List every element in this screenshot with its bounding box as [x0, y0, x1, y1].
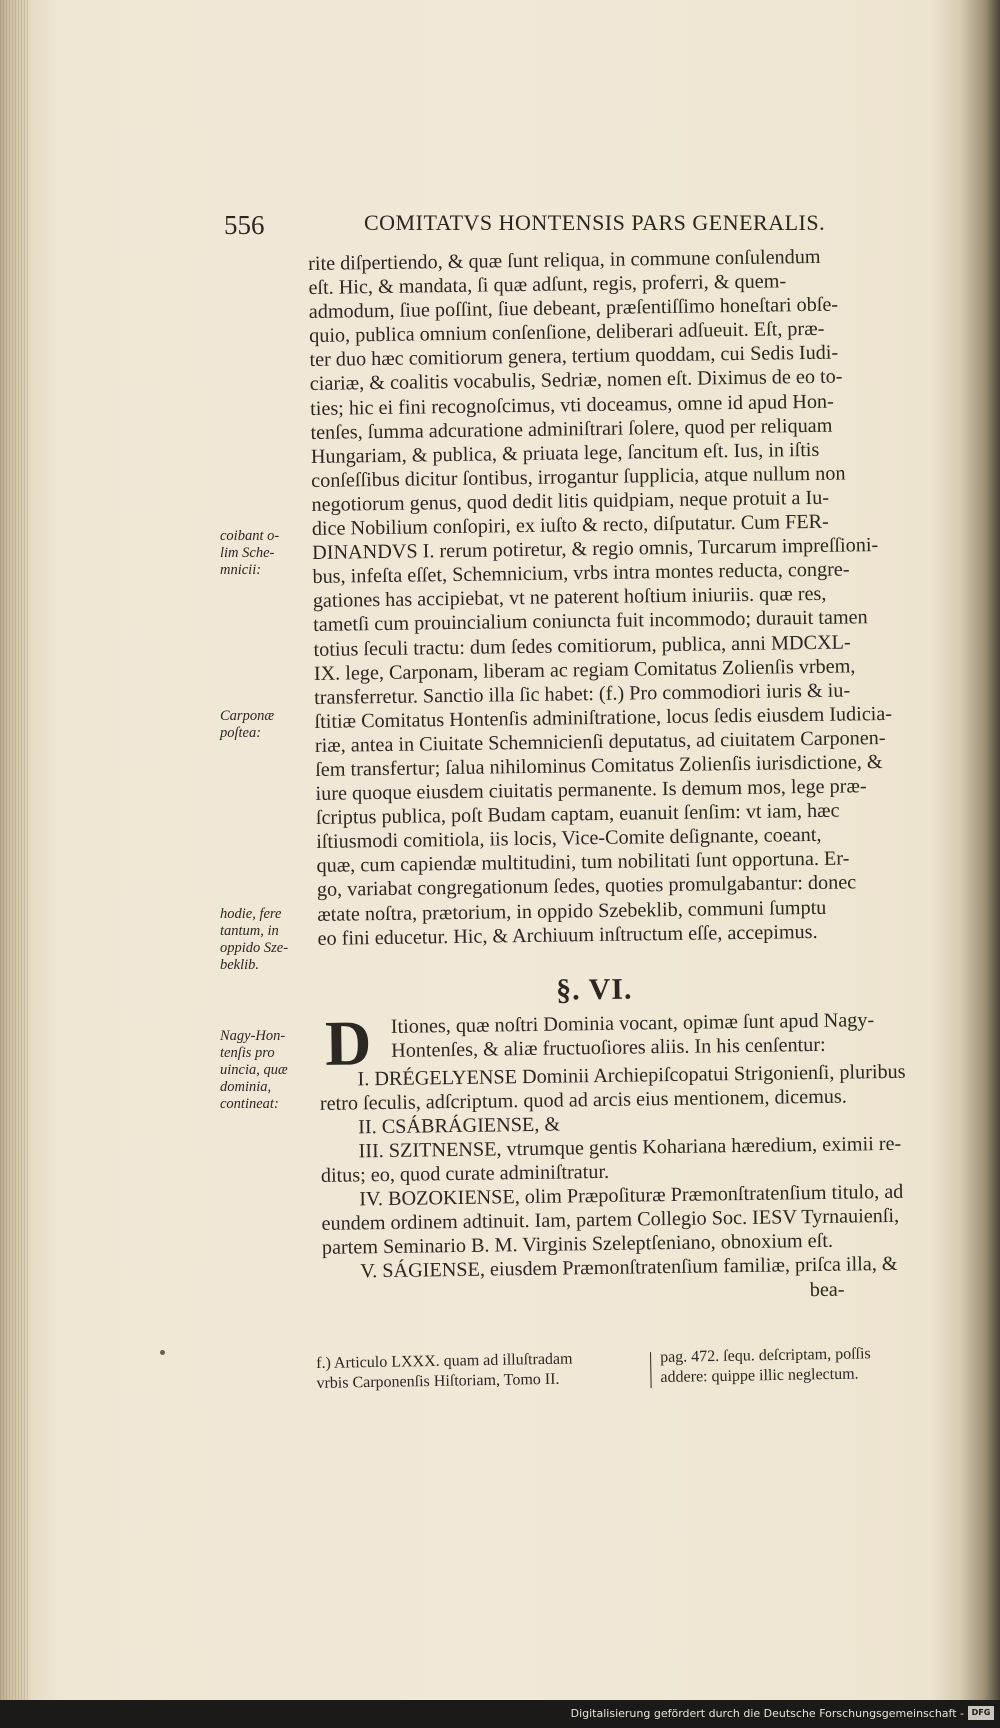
margin-note-schemnicium — [220, 528, 308, 579]
text-line: admodum, ſiue poſſint, ſiue debeant, præſentiſſimo honeſtari obſe- — [308, 293, 839, 324]
text-line: iure quoque eiusdem ciuitatis permanente. Is demum mos, lege præ- — [315, 775, 867, 806]
list-item-continuation: ditus; eo, quod curate adminiſtratur. — [320, 1160, 610, 1188]
margin-note-carpona — [220, 708, 308, 742]
margin-note-line: lim Sche- — [220, 545, 275, 561]
text-line: bus, infeſta eſſet, Schemnicium, vrbs intra montes reducta, congre- — [312, 558, 850, 589]
text-line: eſt. Hic, & mandata, ſi quæ adſunt, regis, proferri, & quem- — [308, 270, 787, 300]
text-line: gationes has accipiebat, vt ne paterent hoſtium iniuriis. quæ res, — [312, 583, 827, 613]
margin-note-line: hodie, fere — [220, 906, 282, 922]
page-number: 556 — [224, 210, 265, 240]
text-line: rite diſpertiendo, & quæ ſunt reliqua, in commune conſulendum — [308, 245, 821, 275]
footnote-line: pag. 472. ſequ. deſcriptam, poſſis — [659, 1345, 871, 1366]
margin-note-line: Carponæ — [220, 708, 274, 724]
margin-note-szebeklib — [220, 906, 308, 974]
margin-note-line: dominia, — [220, 1079, 272, 1095]
text-line: totius ſeculi tractu: dum ſedes comitiorum, publica, anni MDCXL- — [313, 630, 851, 661]
text-line: ter duo hæc comitiorum genera, tertium quoddam, cui Sedis Iudi- — [309, 341, 839, 372]
section-heading: §. VI. — [555, 972, 633, 1007]
text-line: Itiones, quæ noſtri Dominia vocant, opimæ ſunt apud Nagy- — [390, 1008, 875, 1038]
dfg-logo-icon: DFG — [968, 1706, 994, 1720]
footnote-right-column — [660, 1344, 871, 1388]
list-item: III. SZITNENSE, vtrumque gentis Kohariana hæredium, eximii re- — [358, 1132, 902, 1163]
text-line: IX. lege, Carponam, liberam ac regiam Comitatus Zolienſis vrbem, — [313, 654, 856, 685]
text-line: ætate noſtra, prætorium, in oppido Szebeklib, communi ſumptu — [317, 896, 827, 926]
text-line: ſem transfertur; ſalua nihilominus Comitatus Zolienſis iurisdictione, & — [315, 750, 883, 781]
list-item-continuation: retro ſeculis, adſcriptum. quod ad arcis eius mentionem, dicemus. — [319, 1085, 847, 1115]
margin-note-line: tenſis pro — [220, 1045, 275, 1061]
dominia-list — [319, 1059, 934, 1308]
list-item: V. SÁGIENSE, eiusdem Præmonſtratenſium familiæ, priſca illa, & — [360, 1253, 898, 1283]
text-line: Hungariam, & publica, & priuata lege, ſancitum eſt. Ius, in iſtis — [310, 438, 820, 468]
list-item-continuation: eundem ordinem adtinuit. Iam, partem Collegio Soc. IESV Tyrnauienſi, — [321, 1205, 900, 1236]
margin-note-line: mnicii: — [220, 562, 262, 578]
list-item: I. DRÉGELYENSE Dominii Archiepiſcopatui Strigonienſi, pluribus — [357, 1060, 906, 1091]
margin-note-line: coibant o- — [220, 528, 280, 544]
text-line: ciariæ, & coalitis vocabulis, Sedriæ, nomen eſt. Diximus de eo to- — [309, 366, 843, 396]
list-item: IV. BOZOKIENSE, olim Præpoſituræ Præmonſtratenſium titulo, ad — [359, 1180, 904, 1211]
margin-note-line: poſtea: — [220, 725, 262, 741]
text-line: riæ, antea in Ciuitate Schemnicienſi deputatus, ad ciuitatem Carponen- — [314, 726, 886, 757]
funding-credit: Digitalisierung gefördert durch die Deutsche Forschungsgemeinschaft - — [570, 1707, 964, 1720]
text-line: negotiorum genus, quod dedit litis quidpiam, neque protuit a Iu- — [311, 486, 830, 516]
footnote-line: addere: quippe illic neglectum. — [660, 1365, 859, 1386]
ink-dot — [160, 1350, 165, 1355]
text-line: tametſi cum prouincialium coniuncta fuit incommodo; durauit tamen — [313, 606, 868, 637]
text-line: dice Nobilium conſopiri, ex iuſto & recto, diſputatur. Cum FER- — [311, 510, 829, 541]
footnotes — [316, 1343, 927, 1406]
footnote-divider — [650, 1352, 652, 1388]
page-header — [224, 210, 834, 244]
list-item-continuation: partem Seminario B. M. Virginis Szeleptſeniano, obnoxium eſt. — [321, 1230, 834, 1260]
list-item: II. CSÁBRÁGIENSE, & — [358, 1113, 561, 1139]
text-line: eo fini educetur. Hic, & Archiuum inſtructum eſſe, accepimus. — [317, 920, 818, 950]
text-line: quæ, cum capiendæ multitudini, tum nobilitati ſunt opportuna. Er- — [316, 847, 850, 878]
text-line: ſtitiæ Comitatus Hontenſis adminiſtratione, locus ſedis eiusdem Iudicia- — [314, 702, 893, 733]
margin-note-line: contineat: — [220, 1096, 279, 1112]
footnote-line: f.) Articulo LXXX. quam ad illuſtradam — [316, 1350, 573, 1372]
margin-note-line: oppido Sze- — [220, 940, 289, 956]
text-line: tenſes, ſumma adcuratione adminiſtrari ſolere, quod per reliquam — [310, 414, 833, 444]
margin-note-line: Nagy-Hon- — [220, 1028, 286, 1044]
drop-cap-initial: D — [324, 1006, 372, 1079]
text-line: go, variabat congregationum ſedes, quoties promulgabantur: donec — [316, 871, 857, 902]
main-text-block — [308, 243, 935, 1308]
text-line: Hontenſes, & aliæ fructuoſiores aliis. In his cenſentur: — [391, 1033, 826, 1062]
footnote-left-column — [316, 1350, 573, 1394]
text-line: ties; hic ei fini recognoſcimus, vti doceamus, omne id apud Hon- — [310, 390, 834, 420]
digitization-footer — [0, 1700, 1000, 1728]
catchword: bea- — [809, 1278, 845, 1301]
text-line: quio, publica omnium conſenſione, deliberari adſueuit. Eſt, præ- — [309, 318, 825, 348]
text-line: transferretur. Sanctio illa ſic habet: (f.) Pro commodiori iuris & iu- — [314, 679, 851, 709]
text-line: DINANDVS I. rerum potiretur, & regio omnis, Turcarum impreſſioni- — [312, 534, 879, 565]
text-line: ſcriptus publica, poſt Budam captam, euanuit ſenſim: vt iam, hæc — [315, 799, 840, 830]
margin-note-line: beklib. — [220, 957, 260, 973]
footnote-line: vrbis Carponenſis Hiſtoriam, Tomo II. — [316, 1370, 560, 1392]
page-edges — [0, 0, 30, 1700]
margin-note-line: tantum, in — [220, 923, 279, 939]
paragraph-1 — [308, 243, 930, 950]
margin-note-line: uincia, quæ — [220, 1062, 288, 1078]
running-title: COMITATVS HONTENSIS PARS GENERALIS. — [364, 210, 826, 235]
margin-note-dominia — [220, 1028, 308, 1113]
text-line: conſeſſibus dicitur ſontibus, irrogantur ſupplicia, atque nullum non — [311, 462, 846, 492]
text-line: iſtiusmodi comitiola, iis locis, Vice-Comite deſignante, coeant, — [316, 824, 822, 854]
